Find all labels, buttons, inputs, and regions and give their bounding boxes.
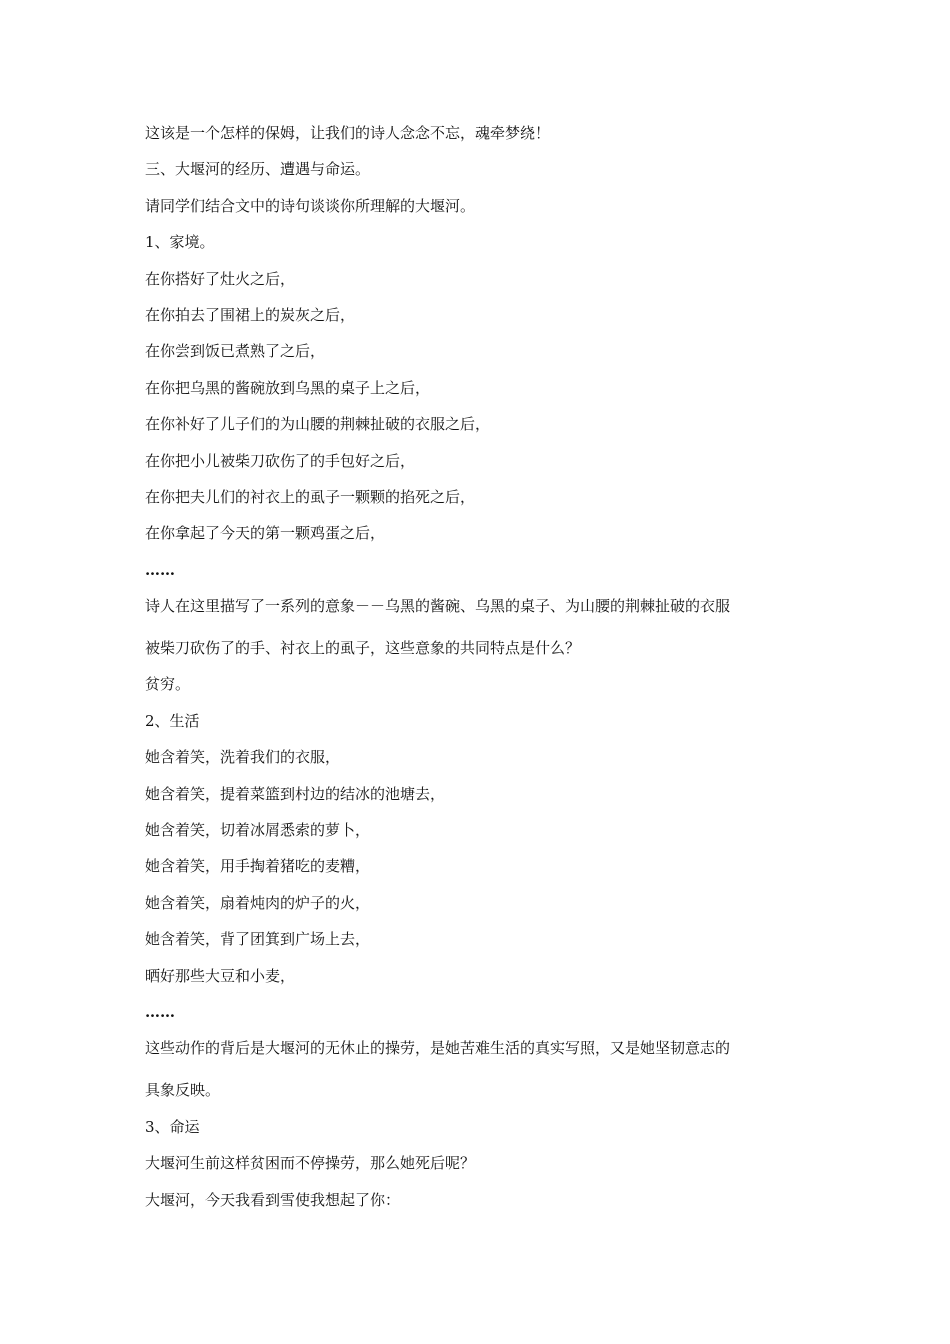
poem-line: 在你补好了儿子们的为山腰的荆棘扯破的衣服之后， (145, 415, 491, 434)
document-body (145, 124, 815, 1227)
poem-line: 她含着笑，切着冰屑悉索的萝卜， (145, 821, 371, 840)
poem-line: 在你拿起了今天的第一颗鸡蛋之后， (145, 524, 386, 543)
text-line: 被柴刀砍伤了的手、衬衣上的虱子，这些意象的共同特点是什么？ (145, 639, 581, 658)
text-line: 请同学们结合文中的诗句谈谈你所理解的大堰河。 (145, 196, 476, 215)
poem-line: 在你搭好了灶火之后， (145, 269, 296, 288)
ellipsis: …… (145, 1002, 175, 1021)
text-line: 大堰河生前这样贫困而不停操劳，那么她死后呢？ (145, 1154, 476, 1173)
poem-line: 她含着笑，洗着我们的衣服， (145, 748, 341, 767)
text-line: 这该是一个怎样的保姆，让我们的诗人念念不忘，魂牵梦绕！ (145, 124, 551, 142)
text-line: 这些动作的背后是大堰河的无休止的操劳，是她苦难生活的真实写照，又是她坚韧意志的 (145, 1039, 731, 1058)
poem-line: 她含着笑，背了团箕到广场上去， (145, 930, 371, 949)
poem-line: 在你拍去了围裙上的炭灰之后， (145, 305, 356, 324)
text-line: 具象反映。 (145, 1081, 221, 1100)
poem-line: 在你把夫儿们的衬衣上的虱子一颗颗的掐死之后， (145, 487, 476, 506)
poem-line: 在你尝到饭已煮熟了之后， (145, 342, 326, 361)
text-line: 大堰河，今天我看到雪使我想起了你： (145, 1190, 401, 1209)
answer-line: 贫穷。 (145, 675, 191, 694)
poem-line: 她含着笑，扇着炖肉的炉子的火， (145, 893, 371, 912)
poem-line: 在你把小儿被柴刀砍伤了的手包好之后， (145, 451, 416, 470)
poem-line: 在你把乌黑的酱碗放到乌黑的桌子上之后， (145, 378, 431, 397)
section-heading: 三、大堰河的经历、遭遇与命运。 (145, 160, 371, 179)
ellipsis: …… (145, 560, 175, 579)
poem-line: 她含着笑，提着菜篮到村边的结冰的池塘去， (145, 784, 446, 803)
subsection-heading: 3、命运 (145, 1117, 200, 1136)
text-line: 诗人在这里描写了一系列的意象－－乌黑的酱碗、乌黑的桌子、为山腰的荆棘扯破的衣服 (145, 597, 731, 616)
poem-line: 她含着笑，用手掏着猪吃的麦糟， (145, 857, 371, 876)
subsection-heading: 1、家境。 (145, 233, 215, 252)
subsection-heading: 2、生活 (145, 711, 200, 730)
poem-line: 晒好那些大豆和小麦， (145, 966, 296, 985)
